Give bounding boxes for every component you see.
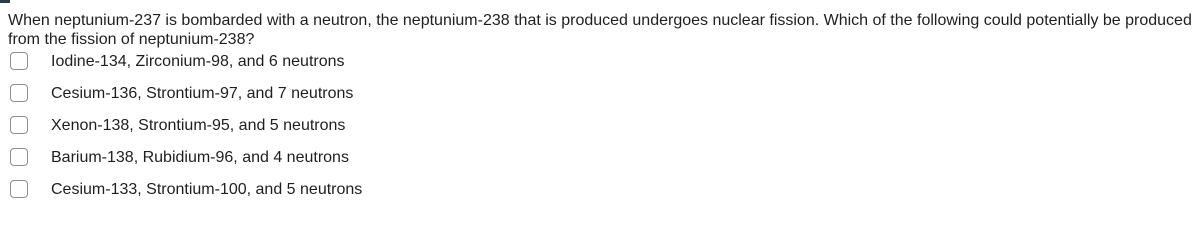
answer-options bbox=[0, 46, 1200, 206]
answer-label[interactable]: Iodine-134, Zirconium-98, and 6 neutrons bbox=[51, 53, 345, 70]
answer-option[interactable] bbox=[0, 110, 1200, 142]
answer-checkbox[interactable] bbox=[10, 52, 28, 70]
answer-checkbox[interactable] bbox=[10, 180, 28, 198]
answer-checkbox[interactable] bbox=[10, 84, 28, 102]
answer-option[interactable] bbox=[0, 142, 1200, 174]
answer-label[interactable]: Cesium-136, Strontium-97, and 7 neutrons bbox=[51, 85, 354, 102]
answer-label[interactable]: Barium-138, Rubidium-96, and 4 neutrons bbox=[51, 149, 349, 166]
corner-mark bbox=[0, 0, 10, 3]
answer-option[interactable] bbox=[0, 78, 1200, 110]
answer-option[interactable] bbox=[0, 174, 1200, 206]
answer-checkbox[interactable] bbox=[10, 116, 28, 134]
question-text: When neptunium-237 is bombarded with a neutron, the neptunium-238 that is produced undergoes nuclear fission. Which of the following could potentially be produced from the fission of neptunium-238? bbox=[8, 12, 1192, 48]
answer-label[interactable]: Xenon-138, Strontium-95, and 5 neutrons bbox=[51, 117, 346, 134]
answer-checkbox[interactable] bbox=[10, 148, 28, 166]
answer-label[interactable]: Cesium-133, Strontium-100, and 5 neutrons bbox=[51, 181, 363, 198]
answer-option[interactable] bbox=[0, 46, 1200, 78]
